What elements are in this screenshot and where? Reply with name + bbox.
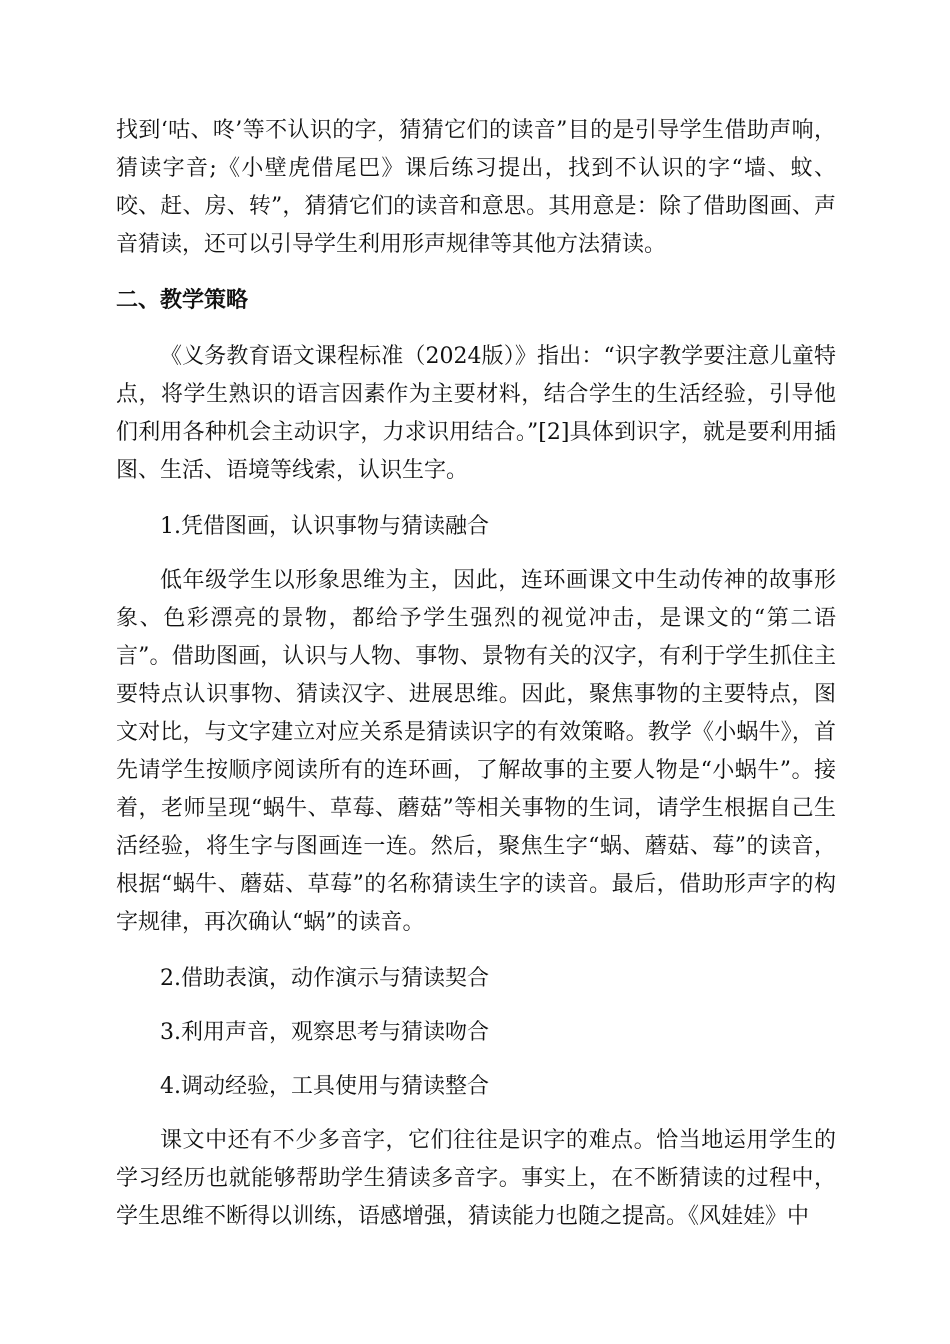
document-page [116, 112, 836, 1254]
subheading-2: 2.借助表演，动作演示与猜读契合 [160, 966, 489, 991]
paragraph-intro: 找到‘咕、咚’等不认识的字，猜猜它们的读音”目的是引导学生借助声响，猜读字音;《小壁虎借尾巴》课后练习提出，找到不认识的字“墙、蚊、咬、赶、房、转”，猜猜它们的读音和意思。其用意是：除了借助图画、声音猜读，还可以引导学生利用形声规律等其他方法猜读。 [116, 118, 836, 257]
subheading-3: 3.利用声音，观察思考与猜读吻合 [160, 1020, 489, 1045]
subheading-4: 4.调动经验，工具使用与猜读整合 [160, 1074, 489, 1099]
subheading-1: 1.凭借图画，认识事物与猜读融合 [160, 514, 489, 539]
paragraph-polyphonic: 课文中还有不少多音字，它们往往是识字的难点。恰当地运用学生的学习经历也就能够帮助学生猜读多音字。事实上，在不断猜读的过程中，学生思维不断得以训练，语感增强，猜读能力也随之提高。《风娃娃》中 [116, 1128, 836, 1229]
paragraph-standard: 《义务教育语文课程标准（2024版）》指出：“识字教学要注意儿童特点，将学生熟识的语言因素作为主要材料，结合学生的生活经验，引导他们利用各种机会主动识字，力求识用结合。”[2]具体到识字，就是要利用插图、生活、语境等线索，认识生字。 [116, 344, 836, 483]
paragraph-picture-strategy: 低年级学生以形象思维为主，因此，连环画课文中生动传神的故事形象、色彩漂亮的景物，都给予学生强烈的视觉冲击，是课文的“第二语言”。借助图画，认识与人物、事物、景物有关的汉字，有利于学生抓住主要特点认识事物、猜读汉字、进展思维。因此，聚焦事物的主要特点，图文对比，与文字建立对应关系是猜读识字的有效策略。教学《小蜗牛》，首先请学生按顺序阅读所有的连环画，了解故事的主要人物是“小蜗牛”。接着，老师呈现“蜗牛、草莓、蘑菇”等相关事物的生词，请学生根据自己生活经验，将生字与图画连一连。然后，聚焦生字“蜗、蘑菇、莓”的读音，根据“蜗牛、蘑菇、草莓”的名称猜读生字的读音。最后，借助形声字的构字规律，再次确认“蜗”的读音。 [116, 568, 836, 935]
section-heading: 二、教学策略 [116, 288, 249, 313]
